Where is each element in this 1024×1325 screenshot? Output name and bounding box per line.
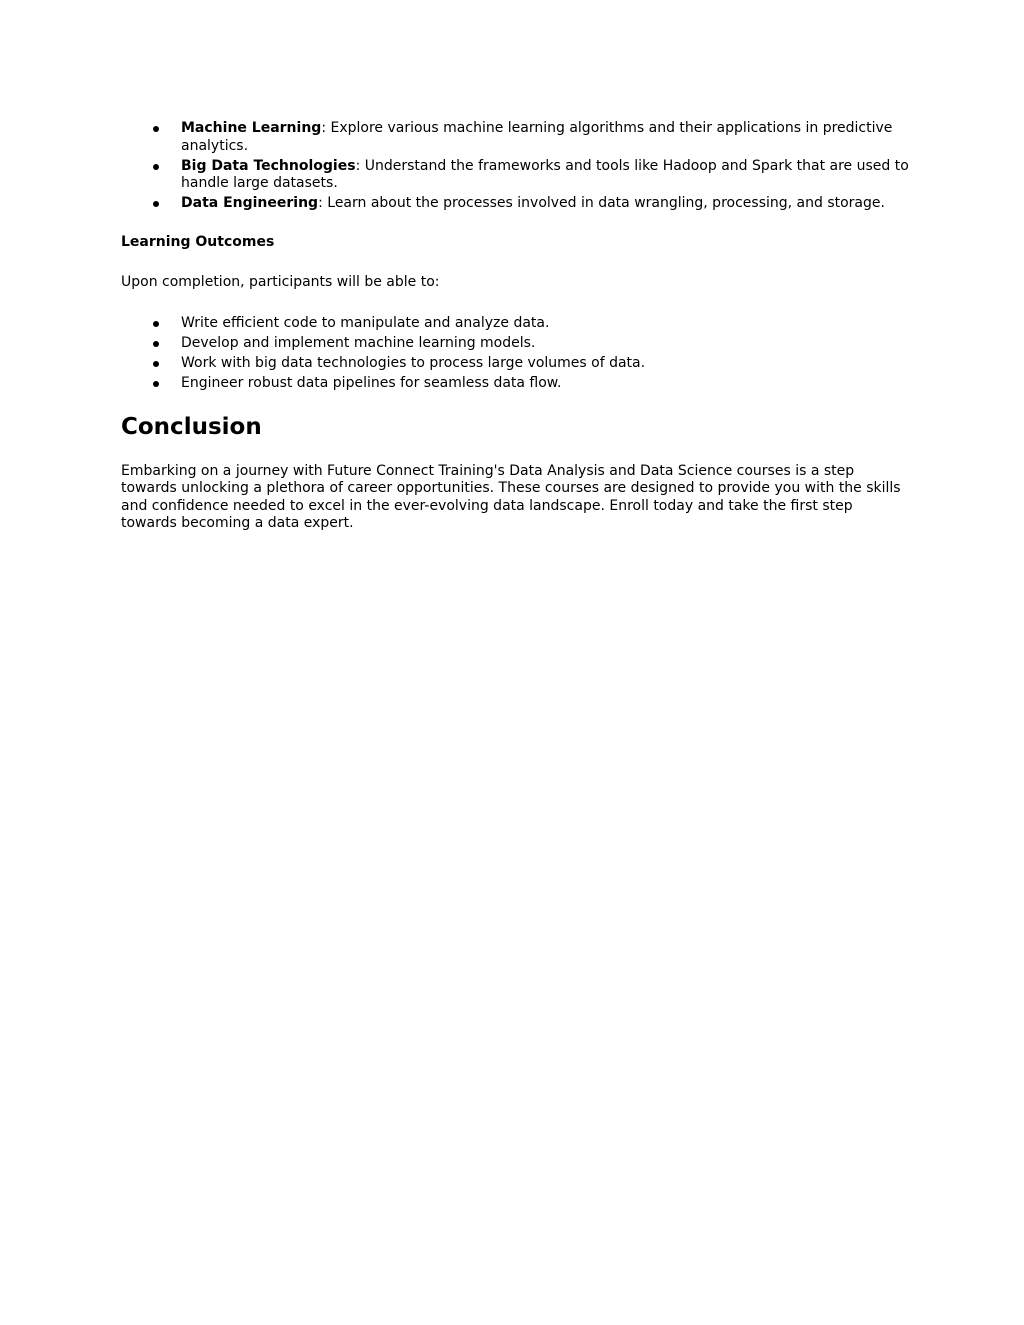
- list-item: [121, 375, 911, 393]
- bullet-icon: [153, 381, 159, 387]
- topic-term: Big Data Technologies: [181, 157, 356, 174]
- topic-term: Machine Learning: [181, 120, 322, 136]
- topic-description: : Explore various machine learning algorithms and their applications in predictive analytics.: [181, 120, 893, 154]
- bullet-icon: [153, 341, 159, 347]
- outcome-text: Write efficient code to manipulate and analyze data.: [181, 315, 550, 331]
- bullet-icon: [153, 201, 159, 207]
- list-item: [121, 315, 911, 333]
- bullet-icon: [153, 321, 159, 327]
- bullet-icon: [153, 361, 159, 367]
- topic-description: : Understand the frameworks and tools like Hadoop and Spark that are used to handle large datasets.: [181, 157, 909, 191]
- list-item: [121, 335, 911, 353]
- conclusion-paragraph: Embarking on a journey with Future Connect Training's Data Analysis and Data Science courses is a step towards unlocking a plethora of career opportunities. These courses are designed to provide you with the skills and confidence needed to excel in the ever-evolving data landscape. Enroll today and take the first step towards becoming a data expert.: [121, 462, 901, 531]
- document-page: [121, 120, 911, 533]
- learning-outcomes-intro: Upon completion, participants will be able to:: [121, 273, 440, 290]
- topic-description: : Learn about the processes involved in data wrangling, processing, and storage.: [318, 195, 885, 211]
- learning-outcomes-list: [121, 315, 911, 393]
- topics-list: [121, 120, 911, 213]
- outcome-text: Work with big data technologies to process large volumes of data.: [181, 355, 646, 371]
- outcome-text: Develop and implement machine learning models.: [181, 335, 536, 351]
- bullet-icon: [153, 126, 159, 132]
- list-item-big-data-technologies: [121, 158, 911, 193]
- list-item-data-engineering: [121, 195, 911, 213]
- conclusion-heading: Conclusion: [121, 413, 262, 440]
- list-item: [121, 355, 911, 373]
- bullet-icon: [153, 164, 159, 170]
- outcome-text: Engineer robust data pipelines for seamless data flow.: [181, 375, 562, 391]
- learning-outcomes-heading: Learning Outcomes: [121, 233, 275, 250]
- topic-term: Data Engineering: [181, 195, 319, 211]
- list-item-machine-learning: [121, 120, 911, 155]
